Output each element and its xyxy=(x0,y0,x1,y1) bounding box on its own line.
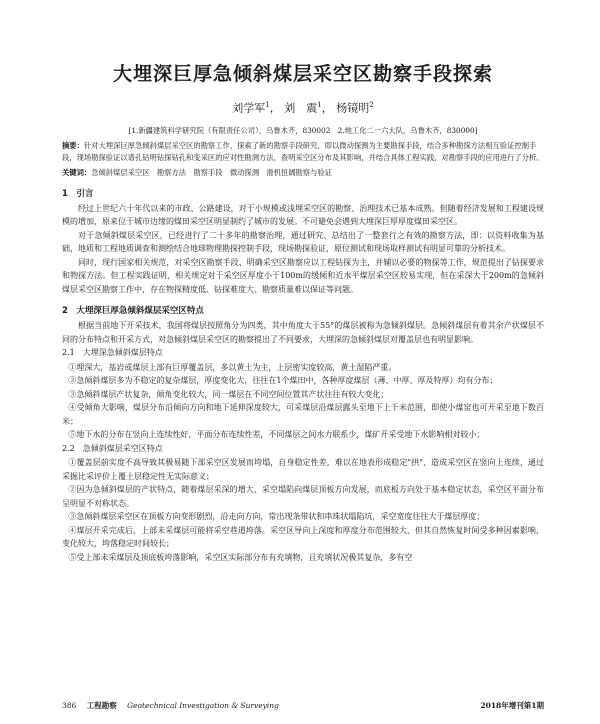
abstract-text: 针对大埋深巨厚急倾斜煤层采空区的勘察工作，探索了新的勘察手段研究，即以微动探测为主要勘探手段，结合多种勘探方法相互验证控制手段，现场勘探验证以谱孔钻明钻探钻孔和变采区的应对性勘测方法，查明采空区分布及其影响，并结合具体工程实践，对勘察手段的应用进行了分析。 xyxy=(62,140,544,162)
keywords-text: 急倾斜煤层采空区 勘察方法 勘察手段 微动探测 滑机扭阔勘察与验证 xyxy=(91,167,332,177)
abstract xyxy=(62,140,544,164)
list-item: ③急倾斜煤层产状复杂，倾角变化较大，同一煤层在不同空间位置其产状往往有较大变化； xyxy=(68,389,389,399)
list-item: ③急倾斜煤层采空区在顶板方向变形剧烈，沿走向方向，常出现条带状和串珠状塌陷坑，采空宽度往往大于煤层厚度； xyxy=(68,512,485,522)
affiliation: [1.新疆建筑科学研究院（有限责任公司），乌鲁木齐，830002 2.地工化二一六大队，乌鲁木齐，830000] xyxy=(128,125,478,135)
keywords xyxy=(62,167,544,179)
journal-name: 工程勘察 xyxy=(86,701,117,710)
abstract-label: 摘要： xyxy=(62,140,84,150)
list-item: ②因为急倾斜煤层的产状特点，随着煤层采深的增大，采空塌陷向煤层顶板方向发展，而底板方向处于基本稳定状态，采空区平面分布呈明显不对称状态。 xyxy=(62,485,544,508)
list-item: ④煤层开采完成后，上部未采煤层可能将采空巷道垮落。采空区导向上深度和厚度分布范围较大，但其自然恢复时间受多种因素影响，变化较大，垮落稳定时间较长； xyxy=(62,525,544,549)
page-number: 386 xyxy=(62,701,77,710)
subsection-heading: 2.2 急倾斜煤层采空区特点 xyxy=(62,443,163,453)
list-item: ④受倾角大影响，煤层分布沿倾向方向和地下延伸深度较大，可采煤层沿煤层露头至地下上千米范围，即使小煤窑也可开采至地下数百米； xyxy=(62,403,544,426)
author-affiliation-mark: 1 xyxy=(265,101,270,109)
page-footer xyxy=(62,700,544,711)
list-item: ②急倾斜煤层多为不稳定的复杂煤层，厚度变化大，往往在1个煤田中，各种厚度煤层（薄、中厚、厚及特厚）均有分布； xyxy=(68,376,498,386)
body-paragraph: 同时，现行国家相关规范，对采空区勘察手段、明确采空区勘察应以工程钻探为主，并辅以必要的物探等工作，规范提出了钻探要求和物探方法。但工程实践证明，相关规定对于采空区厚度小于100m的缓倾和近水平煤层采空区较易实现，但在采深大于200m的急倾斜煤层采空区勘察工作中，存在物探精度低、钻探难度大、勘察质量难以保证等问题。 xyxy=(62,257,544,294)
author-name: 刘 震 xyxy=(284,101,318,115)
body-paragraph: 根据当前地下开采技术，我国将煤层按照角分为四类，其中角度大于55°的煤层被称为急倾斜煤层。急倾斜煤层有着其余产状煤层不同的分布特点和开采方式，对急倾斜煤层采空区的勘察提出了不同要求，大埋深的急倾斜煤层对覆盖层也有明显影响。 xyxy=(62,321,544,344)
journal-name-english: Geotechnical Investigation & Surveying xyxy=(127,701,279,710)
list-item: ①埋深大，基岩或煤层上部有巨厚覆盖层，多以黄土为主，上层密实度较高，黄土湿陷严重。 xyxy=(68,362,397,372)
author-line: 刘学军$^1$， 刘 震$^1$， 杨镜明$^2$ xyxy=(232,101,374,115)
list-item: ⑤受上部未采煤层及顶底板垮落影响，采空区实际部分布有充填物，且充填状况极其复杂，多有空 xyxy=(68,552,413,562)
list-item: ①覆盖层前实度不高导致其极易随下部采空区发展而垮塌，自身稳定性差，难以在地表形成稳定"拱"，造成采空区在竖向上连续，通过采掘比采评价上覆土层稳定性无实际意义； xyxy=(62,458,544,481)
paper-title: 大埋深巨厚急倾斜煤层采空区勘察手段探索 xyxy=(112,63,493,85)
list-item: ⑤地下水的分布在竖向上连续性好，平面分布连续性差，不同煤层之间水力联系少，煤矿开采受地下水影响相对较小； xyxy=(68,430,485,440)
author-affiliation-mark: 2 xyxy=(369,101,374,109)
author-affiliation-mark: 1 xyxy=(317,101,322,109)
author-name: 杨镜明 xyxy=(336,101,370,115)
author-name: 刘学军 xyxy=(232,101,266,115)
body-paragraph: 经过上世纪六十年代以来的市政、公路建设，对于小规模或浅埋采空区的勘察、治理技术已基本成熟。但随着经济发展和工程建设规模的增加，原来位于城市边缘的煤田采空区明显制约了城市的发展。不可避免会遇到大埋深巨厚厚度煤田采空区。 xyxy=(62,203,544,227)
section-heading-characteristics: 2 大埋深巨厚急倾斜煤层采空区特点 xyxy=(62,306,204,317)
issue-label: 2018年增刊第1期 xyxy=(480,701,544,710)
subsection-heading: 2.1 大埋深急倾斜煤层特点 xyxy=(62,348,163,358)
keywords-label: 关键词： xyxy=(62,167,92,177)
section-heading-introduction: 1 引言 xyxy=(62,188,94,199)
body-paragraph: 对于急倾斜煤层采空区，已经进行了二十多年的勘察治理，通过研究、总结出了一整套行之有效的勘察方法，即：以资料收集为基础，地质和工程地质调查和测绘结合地球物理勘探控制手段，现场勘探验证，原位测试和现场取样测试有明显可靠的分析技术。 xyxy=(62,230,544,254)
